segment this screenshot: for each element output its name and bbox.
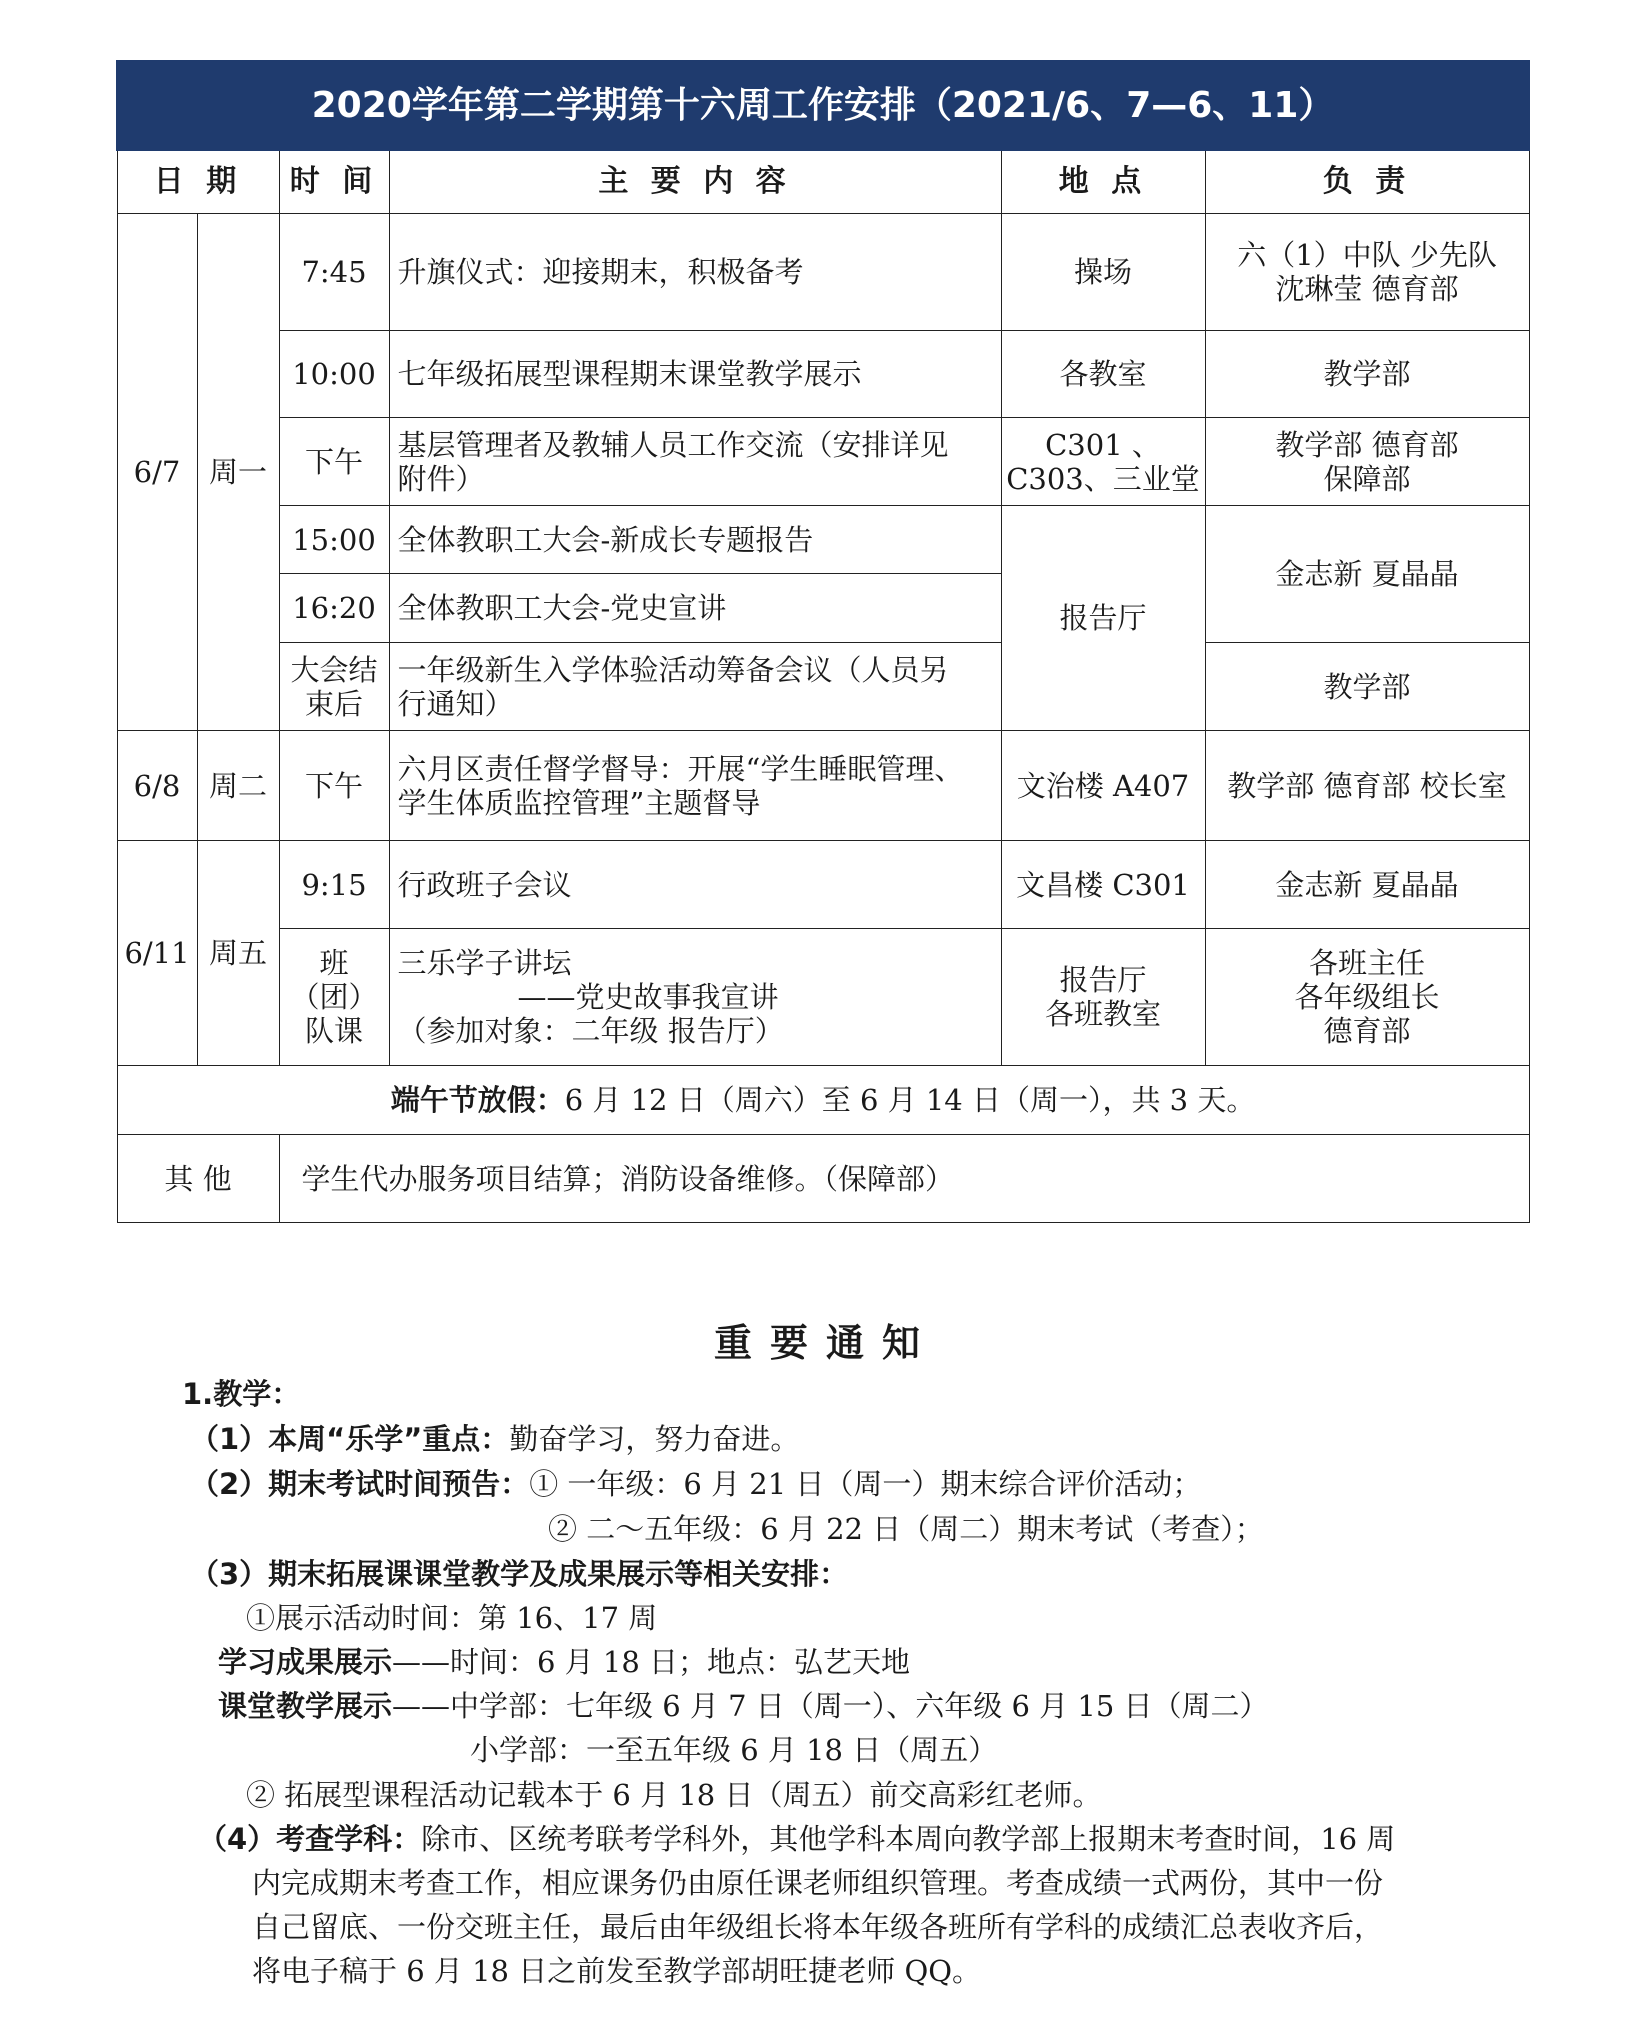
owner-line: 保障部 bbox=[1323, 461, 1411, 496]
owner-line: 教学部 德育部 bbox=[1275, 427, 1459, 462]
other-row bbox=[117, 1135, 1529, 1223]
table-row bbox=[117, 643, 1529, 731]
holiday-label: 端午节放假： bbox=[390, 1083, 565, 1117]
date-cell: 6/8 bbox=[117, 731, 197, 841]
place-line: 报告厅 bbox=[1059, 963, 1147, 997]
content-cell bbox=[389, 929, 1001, 1066]
content-line: 附件） bbox=[397, 461, 485, 496]
notice-item-label: （1）本周“乐学”重点： bbox=[190, 1422, 510, 1456]
time-cell: 7:45 bbox=[279, 214, 389, 331]
notice-item-label: 课堂教学展示 bbox=[218, 1689, 393, 1723]
content-line: 三乐学子讲坛 bbox=[397, 946, 572, 980]
notice-item-2-line2: ② 二～五年级：6 月 22 日（周二）期末考试（考查）； bbox=[548, 1512, 1264, 1546]
content-cell bbox=[389, 731, 1001, 841]
time-line: 大会结 bbox=[290, 652, 378, 687]
place-cell: 文昌楼 C301 bbox=[1001, 841, 1205, 929]
content-line: （参加对象：二年级 报告厅） bbox=[397, 1014, 784, 1048]
notice-item-3e: ② 拓展型课程活动记载本于 6 月 18 日（周五）前交高彩红老师。 bbox=[246, 1778, 1102, 1812]
holiday-text: 6 月 12 日（周六）至 6 月 14 日（周一），共 3 天。 bbox=[564, 1083, 1256, 1117]
owner-cell bbox=[1205, 929, 1529, 1066]
table-row bbox=[117, 418, 1529, 506]
owner-cell: 金志新 夏晶晶 bbox=[1205, 841, 1529, 929]
owner-cell: 教学部 bbox=[1205, 643, 1529, 731]
time-cell: 10:00 bbox=[279, 331, 389, 418]
owner-cell: 教学部 德育部 校长室 bbox=[1205, 731, 1529, 841]
content-cell: 行政班子会议 bbox=[389, 841, 1001, 929]
notice-title: 重要通知 bbox=[713, 1321, 938, 1365]
notice-item-3c bbox=[218, 1684, 1269, 1728]
notice-item-2 bbox=[190, 1462, 1201, 1506]
owner-line: 德育部 bbox=[1323, 1014, 1411, 1048]
owner-line: 各班主任 bbox=[1309, 946, 1426, 980]
owner-cell: 金志新 夏晶晶 bbox=[1205, 506, 1529, 643]
notice-item-1 bbox=[190, 1417, 799, 1461]
notice-item-3d: 小学部：一至五年级 6 月 18 日（周五） bbox=[470, 1733, 998, 1767]
notice-item-text: ① 一年级：6 月 21 日（周一）期末综合评价活动； bbox=[529, 1467, 1202, 1501]
notice-item-text: ——时间：6 月 18 日；地点：弘艺天地 bbox=[392, 1645, 911, 1679]
owner-cell: 教学部 bbox=[1205, 331, 1529, 418]
schedule-title: 2020学年第二学期第十六周工作安排（2021/6、7—6、11） bbox=[117, 61, 1529, 150]
other-content: 学生代办服务项目结算；消防设备维修。（保障部） bbox=[279, 1135, 1529, 1223]
content-line: 学生体质监控管理”主题督导 bbox=[397, 785, 761, 820]
date-cell: 6/11 bbox=[117, 841, 197, 1066]
header-place: 地 点 bbox=[1001, 150, 1205, 214]
owner-line: 沈琳莹 德育部 bbox=[1275, 272, 1459, 306]
content-cell bbox=[389, 643, 1001, 731]
time-cell bbox=[279, 929, 389, 1066]
day-cell: 周二 bbox=[197, 731, 279, 841]
place-cell: 操场 bbox=[1001, 214, 1205, 331]
place-cell bbox=[1001, 929, 1205, 1066]
notice-item-4-line3: 自己留底、一份交班主任，最后由年级组长将本年级各班所有学科的成绩汇总表收齐后， bbox=[252, 1910, 1384, 1944]
notice-item-text: 勤奋学习，努力奋进。 bbox=[509, 1422, 800, 1456]
notice-item-3: （3）期末拓展课课堂教学及成果展示等相关安排： bbox=[190, 1557, 849, 1591]
time-cell: 下午 bbox=[279, 731, 389, 841]
time-cell bbox=[279, 643, 389, 731]
notice-item-text: 除市、区统考联考学科外，其他学科本周向教学部上报期末考查时间，16 周 bbox=[421, 1822, 1396, 1856]
notice-item-text: ——中学部：七年级 6 月 7 日（周一）、六年级 6 月 15 日（周二） bbox=[392, 1689, 1269, 1723]
time-line: 班（团） bbox=[290, 946, 378, 1014]
time-line: 束后 bbox=[304, 686, 363, 721]
holiday-row bbox=[117, 1066, 1529, 1135]
content-line: 行通知） bbox=[397, 686, 514, 721]
owner-line: 各年级组长 bbox=[1294, 980, 1440, 1014]
place-line: C303、三业堂 bbox=[1006, 461, 1200, 496]
schedule-table bbox=[116, 60, 1530, 1223]
header-time: 时 间 bbox=[279, 150, 389, 214]
notice-item-label: （2）期末考试时间预告： bbox=[190, 1467, 530, 1501]
table-row bbox=[117, 929, 1529, 1066]
other-label: 其 他 bbox=[117, 1135, 279, 1223]
notice-item-label: 学习成果展示 bbox=[218, 1645, 393, 1679]
table-row bbox=[117, 214, 1529, 331]
notice-item-4-line4: 将电子稿于 6 月 18 日之前发至教学部胡旺捷老师 QQ。 bbox=[252, 1954, 981, 1988]
header-date: 日 期 bbox=[117, 150, 279, 214]
date-cell: 6/7 bbox=[117, 214, 197, 731]
place-line: 各班教室 bbox=[1044, 997, 1161, 1031]
place-cell: 报告厅 bbox=[1001, 506, 1205, 731]
owner-cell bbox=[1205, 418, 1529, 506]
day-cell: 周五 bbox=[197, 841, 279, 1066]
place-cell bbox=[1001, 418, 1205, 506]
time-cell: 16:20 bbox=[279, 574, 389, 643]
day-cell: 周一 bbox=[197, 214, 279, 731]
owner-line: 六（1）中队 少先队 bbox=[1237, 238, 1497, 272]
place-line: C301 、 bbox=[1045, 427, 1161, 462]
place-cell: 文治楼 A407 bbox=[1001, 731, 1205, 841]
table-row bbox=[117, 731, 1529, 841]
time-cell: 9:15 bbox=[279, 841, 389, 929]
content-line: 六月区责任督学督导：开展“学生睡眠管理、 bbox=[397, 751, 964, 786]
table-row bbox=[117, 506, 1529, 574]
owner-cell bbox=[1205, 214, 1529, 331]
notice-item-4 bbox=[198, 1817, 1395, 1861]
content-cell: 全体教职工大会-党史宣讲 bbox=[389, 574, 1001, 643]
table-row bbox=[117, 331, 1529, 418]
notice-item-3b bbox=[218, 1640, 910, 1684]
time-cell: 15:00 bbox=[279, 506, 389, 574]
header-content: 主 要 内 容 bbox=[389, 150, 1001, 214]
notice-heading-teaching: 1.教学： bbox=[182, 1377, 301, 1411]
notice-item-3a: ①展示活动时间：第 16、17 周 bbox=[246, 1601, 658, 1635]
time-cell: 下午 bbox=[279, 418, 389, 506]
header-owner: 负 责 bbox=[1205, 150, 1529, 214]
notice-item-4-line2: 内完成期末考查工作，相应课务仍由原任课老师组织管理。考查成绩一式两份，其中一份 bbox=[252, 1866, 1384, 1900]
content-line: 基层管理者及教辅人员工作交流（安排详见 bbox=[397, 427, 949, 462]
content-cell: 升旗仪式：迎接期末，积极备考 bbox=[389, 214, 1001, 331]
content-line: ——党史故事我宣讲 bbox=[517, 980, 779, 1014]
content-cell: 七年级拓展型课程期末课堂教学展示 bbox=[389, 331, 1001, 418]
table-row bbox=[117, 841, 1529, 929]
place-cell: 各教室 bbox=[1001, 331, 1205, 418]
time-line: 队课 bbox=[304, 1014, 363, 1048]
notice-item-label: （4）考查学科： bbox=[198, 1822, 422, 1856]
content-cell: 全体教职工大会-新成长专题报告 bbox=[389, 506, 1001, 574]
content-line: 一年级新生入学体验活动筹备会议（人员另 bbox=[397, 652, 949, 687]
content-cell bbox=[389, 418, 1001, 506]
holiday-cell bbox=[117, 1066, 1529, 1135]
